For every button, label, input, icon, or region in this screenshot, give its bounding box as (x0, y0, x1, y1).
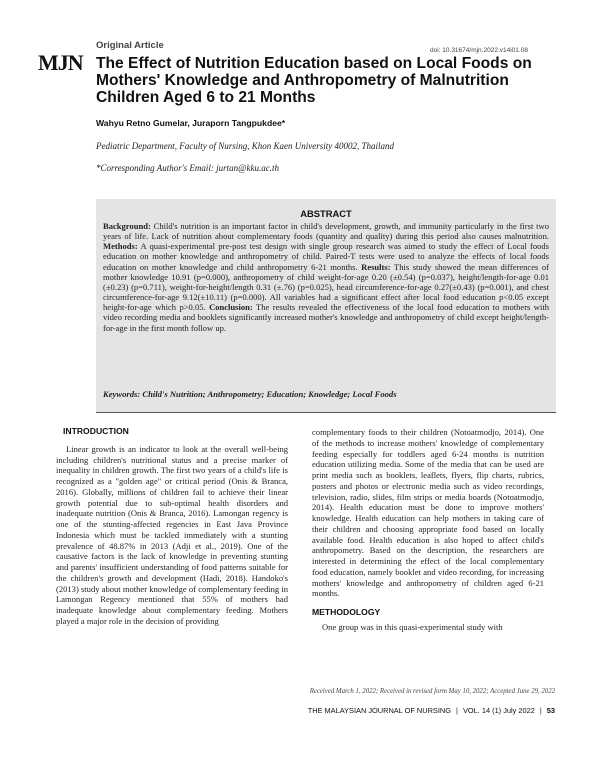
methods-text: A quasi-experimental pre-post test design with single group research was aimed to study the effect of Local foods education on mother knowledge and anthropometry of child. Paired-T tests were used to analyze the effects of local foods education on mother knowledge and child anthropometry 6-21 months. (103, 241, 549, 272)
authors: Wahyu Retno Gumelar, Juraporn Tangpukdee* (96, 118, 286, 128)
methodology-paragraph: One group was in this quasi-experimental study with (322, 621, 503, 632)
abstract-heading: ABSTRACT (300, 208, 352, 219)
footer-separator-1: | (456, 706, 458, 715)
article-type: Original Article (96, 40, 164, 51)
conclusion-label: Conclusion: (209, 302, 253, 313)
methodology-heading: METHODOLOGY (312, 607, 381, 617)
introduction-paragraph: Linear growth is an indicator to look at the overall well-being including children's nutritional status and a precise marker of inequality in children growth. The first two years of a child's life is recognized as a "golden age" or critical period (Onis & Branca, 2016). Globally, millions of children fail to achieve their linear growth potential due to sub-optimal health disorders and inadequate nutrition (Onis & Branca, 2016). Lamongan regency is one of the stunting-affected regencies in East Java Province Indonesia which must be tackled immediately with a stunting prevalence of 48.87% in 2013 (Adji et al., 2019). One of the causative factors is the lack of knowledge in preventing stunting and parents' insufficient understanding of food patterns suitable for the children's growth and development (Hadi, 2018). Handoko's (2013) study about mother knowledge of complementary feeding in Lamongan Regency mentioned that 55% of mothers had inadequate knowledge about complementary feeding. Mothers played a major role in the decision of providing (56, 443, 288, 626)
background-text: Child's nutrition is an important factor in child's development, growth, and immunity particularly in the first two years of life. Lack of nutrition about complementary foods (quantity and quality) during this period also causes malnutrition. (103, 221, 549, 242)
page-number: 53 (546, 706, 555, 715)
conclusion-text: The results revealed the effectiveness of the local food education to mothers with video recording media and booklets significantly increased mother's knowledge and anthropometry of child except height/length-for-age in the first month follow up. (103, 302, 549, 333)
volume-info: VOL. 14 (1) July 2022 (462, 706, 535, 715)
results-text: This study showed the mean differences of mother knowledge 10.91 (p=0.000), anthropometry of child weight-for-age 0.20 (±0.54) (p=0.037), height/length-for-age 0.01 (±0.23) (p=0.711), weight-for-height/length 0.31 (±.76) (p=0.025), head circumference-for-age 0.27(±0.43) (p=0.001), and chest circumference-for-age 9.12(±10.11) (p=0.000). All variables had a significant effect after local food education p<0.05 except height-for-age which p>0.05. (103, 261, 549, 313)
introduction-heading: INTRODUCTION (63, 426, 129, 436)
journal-name: THE MALAYSIAN JOURNAL OF NURSING (307, 706, 452, 715)
doi: doi: 10.31674/mjn.2022.v14i01.08 (430, 47, 528, 54)
corresponding-author: *Corresponding Author's Email: jurtan@kku.ac.th (96, 163, 279, 173)
abstract-bottom-rule (96, 412, 556, 413)
methods-label: Methods: (103, 241, 138, 252)
results-label: Results: (361, 261, 391, 272)
footer-separator-2: | (539, 706, 542, 715)
left-column (56, 426, 288, 627)
affiliation: Pediatric Department, Faculty of Nursing, Khon Kaen University 40002, Thailand (96, 141, 394, 151)
article-title: The Effect of Nutrition Education based on Local Foods on Mothers' Knowledge and Anthropometry of Malnutrition Children Aged 6 to 21 Months (96, 55, 532, 106)
right-column (312, 427, 544, 633)
abstract-body (103, 221, 549, 333)
background-label: Background: (103, 221, 151, 231)
introduction-continuation: complementary foods to their children (Notoatmodjo, 2014). One of the methods to increase mothers' knowledge of complementary feeding especially for toddlers aged 6-24 months is nutrition education utilizing media. Some of the media that can be used are print media such as booklets, leaflets, flyers, flip charts, rubrics, posters and photos or electronic media such as video recordings, television, radio, slides, film strips or media boards (Notoatmodjo, 2014). Health education must be done to improve mothers' knowledge. Health education can help mothers in taking care of their children and choosing appropriate food based on locally available food. Health education is also hoped to affect child's anthropometry. Based on the description, the researchers are interested in determining the effect of the local complementary food education, namely booklet and video recording, for increasing mothers' knowledge and anthropometry of children aged 6-21 months. (312, 427, 544, 599)
journal-logo: MJN (38, 50, 83, 75)
keywords: Keywords: Child's Nutrition; Anthropometry; Education; Knowledge; Local Foods (103, 389, 397, 399)
page-footer (270, 706, 555, 715)
received-dates: Received March 1, 2022; Received in revised form May 10, 2022; Accepted June 29, 2022 (309, 688, 555, 695)
